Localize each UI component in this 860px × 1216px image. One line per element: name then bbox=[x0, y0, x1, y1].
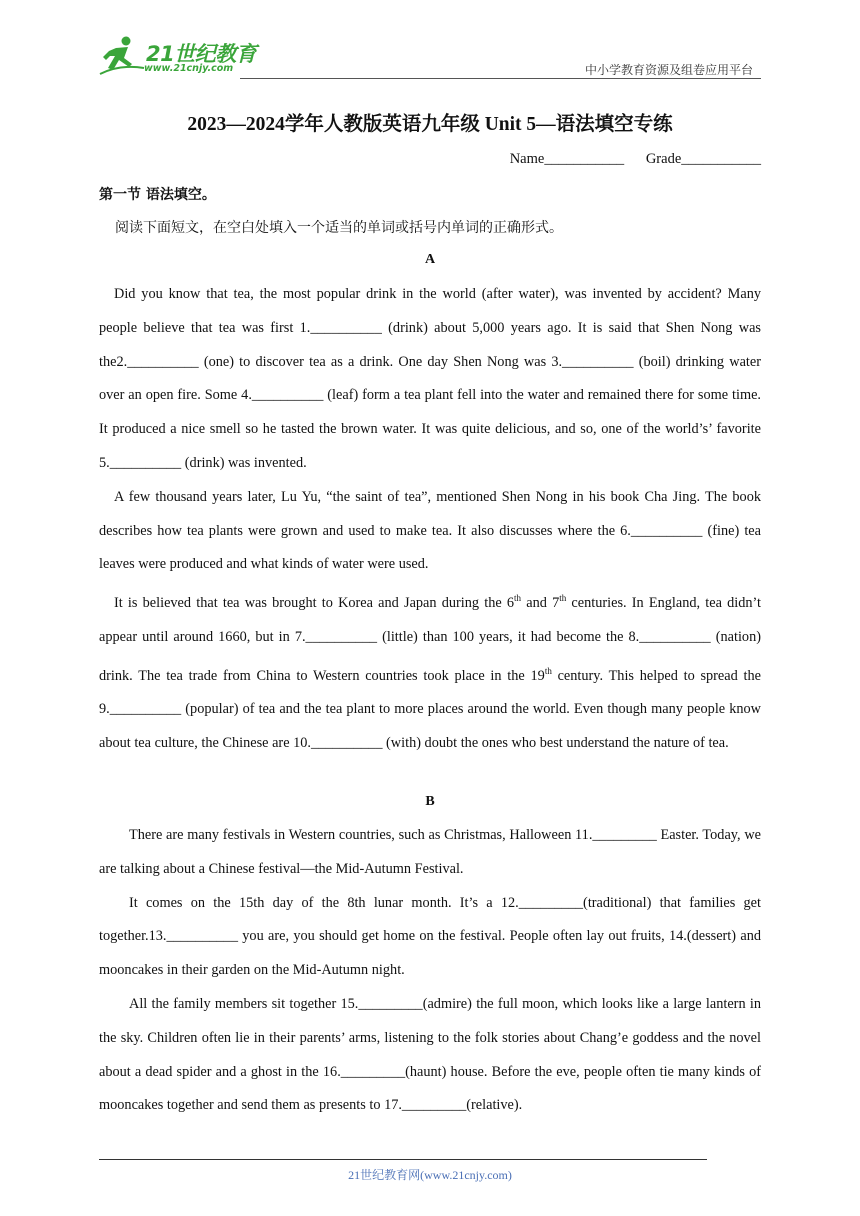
passage-b-paragraph-2: It comes on the 15th day of the 8th lunar month. It’s a 12._________(traditional) that families get together.13.__________ you are, you should get home on the festival. People often lay out fruits, 14.(dessert) and mooncakes in their garden on the Mid-Autumn night. bbox=[99, 894, 761, 979]
passage-a-label: A bbox=[424, 252, 436, 267]
page-footer: 21世纪教育网(www.21cnjy.com) bbox=[348, 1168, 512, 1182]
passage-a bbox=[99, 278, 761, 761]
passage-b-label: B bbox=[425, 794, 435, 809]
passage-a-paragraph-1: Did you know that tea, the most popular drink in the world (after water), was invented by accident? Many people believe that tea was first 1.__________ (drink) about 5,000 years ago. It is said that Shen Nong was the2.__________ (one) to discover tea as a drink. One day Shen Nong was 3.__________ (boil) drinking water over an open fire. Some 4.__________ (leaf) form a tea plant fell into the water and remained there for some time. It produced a nice smell so he tasted the brown water. It was quite delicious, and so, one of the world’s’ favorite 5.__________ (drink) was invented. bbox=[99, 286, 761, 471]
site-logo bbox=[98, 34, 258, 78]
header-platform-text: 中小学教育资源及组卷应用平台 bbox=[584, 63, 753, 77]
passage-b-paragraph-3: All the family members sit together 15._________(admire) the full moon, which looks like a large lantern in the sky. Children often lie in their parents’ arms, listening to the folk stories about Chang’e goddess and the novel about a dead spider and a ghost in the 16._________(haunt) house. Before the eve, people often tie many kinds of mooncakes together and send them as presents to 17._________(relative). bbox=[99, 995, 761, 1114]
runner-icon bbox=[98, 34, 146, 78]
name-field: Name___________ bbox=[509, 151, 625, 167]
passage-a-paragraph-2: A few thousand years later, Lu Yu, “the saint of tea”, mentioned Shen Nong in his book Cha Jing. The book describes how tea plants were grown and used to make tea. It also discusses where the 6.__________ (fine) tea leaves were produced and what kinds of water were used. bbox=[99, 488, 761, 573]
page-title: 2023—2024学年人教版英语九年级 Unit 5—语法填空专练 bbox=[187, 114, 673, 135]
passage-b bbox=[99, 819, 761, 1123]
passage-a-paragraph-3: It is believed that tea was brought to Korea and Japan during the 6th and 7th centuries. In England, tea didn’t appear until around 1660, but in 7.__________ (little) than 100 years, it had become the 8.__________ (nation) drink. The tea trade from China to Western countries took place in the 19th century. This helped to spread the 9.__________ (popular) of tea and the tea plant to more places around the world. Even though many people know about tea culture, the Chinese are 10.__________ (with) doubt the ones who best understand the nature of tea. bbox=[99, 593, 761, 751]
passage-b-paragraph-1: There are many festivals in Western countries, such as Christmas, Halloween 11._________ Easter. Today, we are talking about a Chinese festival—the Mid-Autumn Festival. bbox=[99, 827, 761, 877]
instruction-text: 阅读下面短文，在空白处填入一个适当的单词或括号内单词的正确形式。 bbox=[115, 220, 563, 236]
logo-brand-text: 21世纪教育 bbox=[146, 42, 257, 66]
logo-url-text: www.21cnjy.com bbox=[144, 63, 234, 74]
section-title: 第一节 语法填空。 bbox=[99, 187, 216, 203]
footer-divider bbox=[99, 1159, 707, 1160]
page-header bbox=[98, 34, 761, 78]
name-grade-line bbox=[510, 151, 761, 168]
grade-field: Grade___________ bbox=[645, 151, 761, 167]
header-divider bbox=[240, 78, 761, 79]
